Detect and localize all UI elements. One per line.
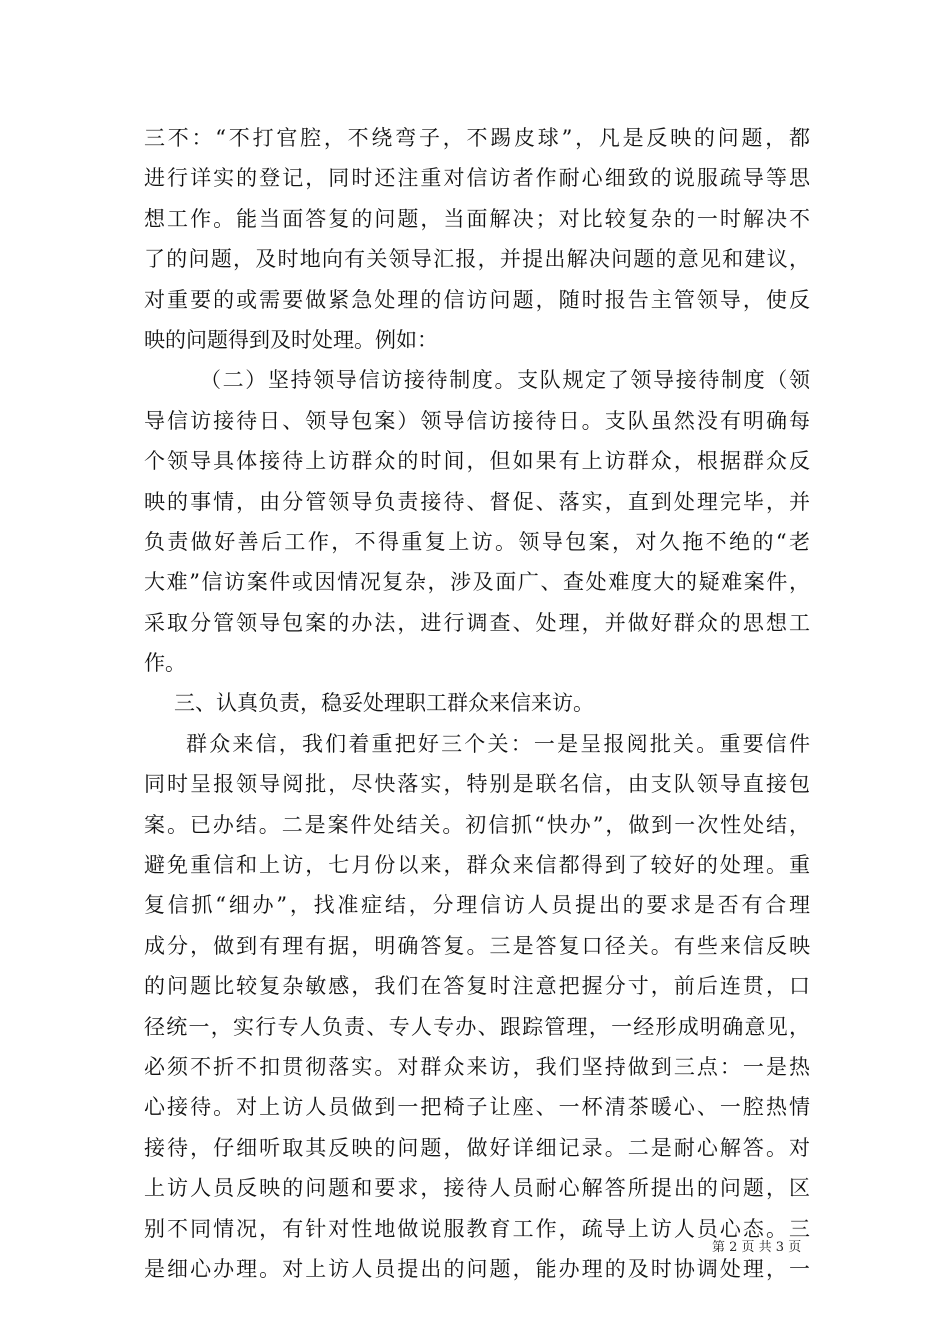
text-line: 案。已办结。二是案件处结关。初信抓“快办”，做到一次性处结，	[144, 812, 810, 837]
text-line: 必须不折不扣贯彻落实。对群众来访，我们坚持做到三点：一是热	[144, 1054, 810, 1079]
text-line: 的问题比较复杂敏感，我们在答复时注意把握分寸，前后连贯，口	[144, 974, 810, 999]
text-line: 作。	[144, 651, 186, 676]
text-line: 群众来信，我们着重把好三个关：一是呈报阅批关。重要信件	[186, 731, 810, 756]
text-line: 上访人员反映的问题和要求，接待人员耐心解答所提出的问题，区	[144, 1176, 810, 1201]
text-line: 对重要的或需要做紧急处理的信访问题，随时报告主管领导，使反	[144, 287, 810, 312]
text-line: 复信抓“细办”，找准症结，分理信访人员提出的要求是否有合理	[144, 893, 810, 918]
text-line: 接待，仔细听取其反映的问题，做好详细记录。二是耐心解答。对	[144, 1135, 810, 1160]
body-text	[144, 118, 810, 1289]
text-line: 避免重信和上访，七月份以来，群众来信都得到了较好的处理。重	[144, 853, 810, 878]
text-line: 是细心办理。对上访人员提出的问题，能办理的及时协调处理，一	[144, 1256, 810, 1281]
section-heading: 三、认真负责，稳妥处理职工群众来信来访。	[174, 691, 594, 716]
text-line: 映的事情，由分管领导负责接待、督促、落实，直到处理完毕，并	[144, 489, 810, 514]
text-line: 进行详实的登记，同时还注重对信访者作耐心细致的说服疏导等思	[144, 166, 810, 191]
text-line: 导信访接待日、领导包案）领导信访接待日。支队虽然没有明确每	[144, 408, 810, 433]
text-line: 成分，做到有理有据，明确答复。三是答复口径关。有些来信反映	[144, 933, 810, 958]
text-line: 别不同情况，有针对性地做说服教育工作，疏导上访人员心态。三	[144, 1216, 810, 1241]
text-line: 采取分管领导包案的办法，进行调查、处理，并做好群众的思想工	[144, 610, 810, 635]
text-line: 三不：“不打官腔，不绕弯子，不踢皮球”，凡是反映的问题，都	[144, 126, 810, 150]
text-line: 同时呈报领导阅批，尽快落实，特别是联名信，由支队领导直接包	[144, 772, 810, 797]
text-line: 了的问题，及时地向有关领导汇报，并提出解决问题的意见和建议，	[144, 247, 810, 272]
text-line: 负责做好善后工作，不得重复上访。领导包案，对久拖不绝的“老	[144, 529, 810, 554]
text-line: 径统一，实行专人负责、专人专办、跟踪管理，一经形成明确意见，	[144, 1014, 810, 1039]
page-number: 第 2 页 共 3 页	[712, 1240, 802, 1255]
text-line: 映的问题得到及时处理。例如：	[144, 327, 438, 352]
text-line: 心接待。对上访人员做到一把椅子让座、一杯清茶暖心、一腔热情	[144, 1095, 810, 1120]
text-line: 大难”信访案件或因情况复杂，涉及面广、查处难度大的疑难案件，	[144, 570, 810, 595]
text-line: （二）坚持领导信访接待制度。支队规定了领导接待制度（领	[200, 368, 810, 393]
text-line: 个领导具体接待上访群众的时间，但如果有上访群众，根据群众反	[144, 449, 810, 474]
text-line: 想工作。能当面答复的问题，当面解决；对比较复杂的一时解决不	[144, 206, 810, 231]
